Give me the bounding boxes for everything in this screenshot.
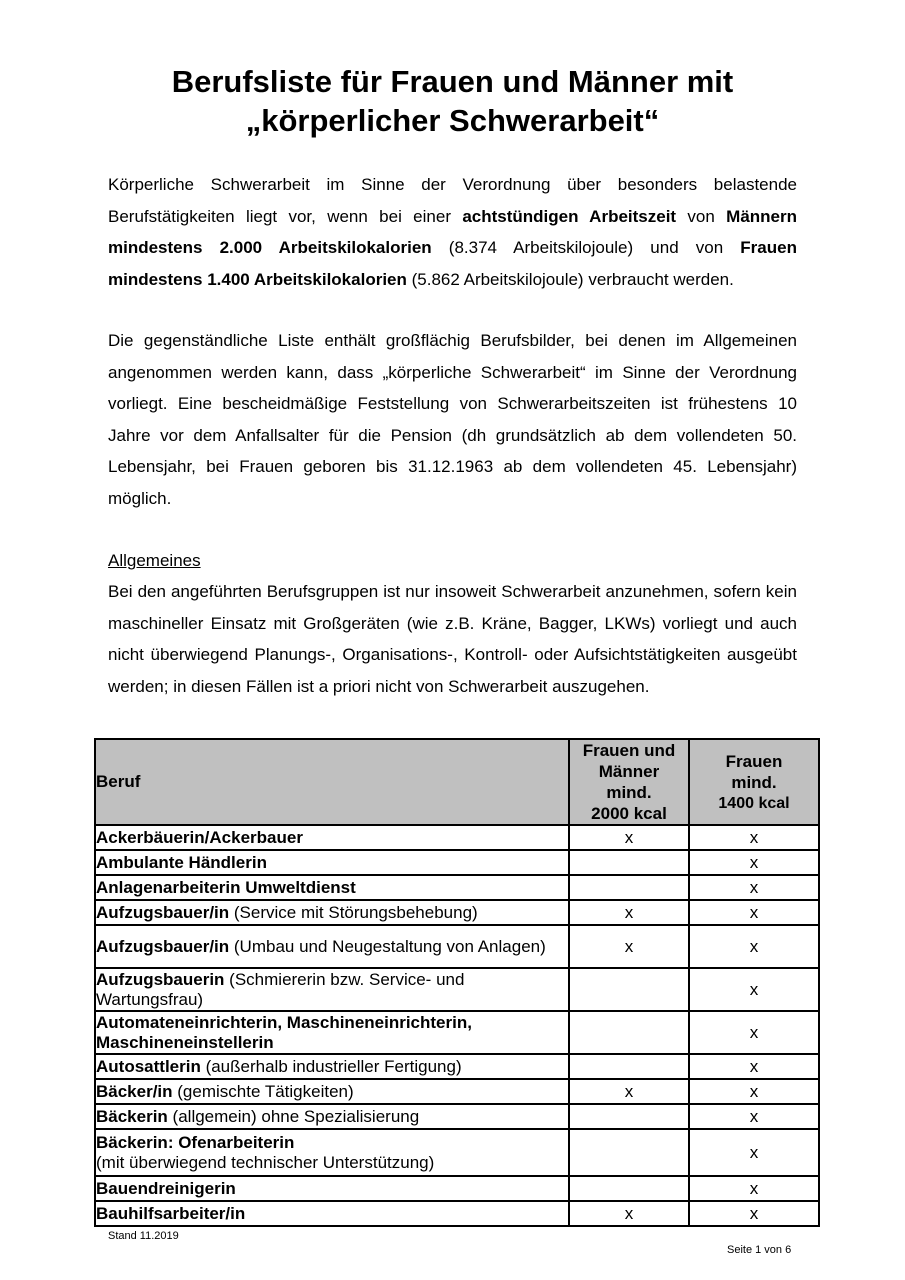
job-detail: (Umbau und Neugestaltung von Anlagen) bbox=[229, 936, 546, 956]
mark-2000kcal: x bbox=[569, 1079, 689, 1104]
job-name: Bauendreinigerin bbox=[96, 1178, 236, 1198]
table-header-row bbox=[95, 739, 819, 825]
mark-1400kcal: x bbox=[689, 1011, 819, 1054]
mark-2000kcal bbox=[569, 850, 689, 875]
job-cell bbox=[95, 1176, 569, 1201]
job-name: Aufzugsbauerin bbox=[96, 969, 225, 989]
job-cell bbox=[95, 968, 569, 1011]
table-row bbox=[95, 850, 819, 875]
footer-page-number: Seite 1 von 6 bbox=[727, 1244, 792, 1256]
job-detail: (gemischte Tätigkeiten) bbox=[172, 1081, 354, 1101]
header-beruf: Beruf bbox=[95, 739, 569, 825]
table-row bbox=[95, 875, 819, 900]
footer-date: Stand 11.2019 bbox=[108, 1230, 179, 1242]
intro-text-2: von bbox=[676, 206, 727, 226]
mark-2000kcal: x bbox=[569, 1201, 689, 1226]
table-row bbox=[95, 1011, 819, 1054]
job-cell bbox=[95, 1079, 569, 1104]
header-1400kcal-line: 1400 kcal bbox=[718, 794, 790, 812]
page-title bbox=[0, 62, 905, 140]
mark-2000kcal bbox=[569, 1129, 689, 1176]
table-row bbox=[95, 1176, 819, 1201]
intro-paragraph bbox=[108, 169, 797, 295]
mark-2000kcal bbox=[569, 968, 689, 1011]
mark-2000kcal: x bbox=[569, 925, 689, 968]
table-row bbox=[95, 968, 819, 1011]
job-cell bbox=[95, 1201, 569, 1226]
job-cell bbox=[95, 900, 569, 925]
job-cell bbox=[95, 850, 569, 875]
table-row bbox=[95, 1201, 819, 1226]
job-cell bbox=[95, 825, 569, 850]
job-cell bbox=[95, 1104, 569, 1129]
table-row bbox=[95, 1129, 819, 1176]
job-name: Ackerbäuerin/Ackerbauer bbox=[96, 827, 303, 847]
job-name: Aufzugsbauer/in bbox=[96, 936, 230, 956]
mark-1400kcal: x bbox=[689, 875, 819, 900]
intro-bold-3: Frauen mindestens 1.400 Arbeitskilokalorien bbox=[108, 238, 797, 289]
table-body bbox=[95, 825, 819, 1226]
mark-2000kcal: x bbox=[569, 900, 689, 925]
table-row bbox=[95, 900, 819, 925]
mark-2000kcal: x bbox=[569, 825, 689, 850]
job-cell bbox=[95, 925, 569, 968]
job-cell bbox=[95, 1011, 569, 1054]
intro-bold-1: achtstündigen Arbeitszeit bbox=[462, 206, 677, 226]
title-line-2: „körperlicher Schwerarbeit“ bbox=[245, 103, 660, 138]
general-paragraph: Bei den angeführten Berufsgruppen ist nur insoweit Schwerarbeit anzunehmen, sofern kein maschineller Einsatz mit Großgeräten (wie z.B. Kräne, Bagger, LKWs) vorliegt und auch nicht überwiegend Planungs-, Organisations-, Kontroll- oder Aufsichtstätigkeiten ausgeübt werden; in diesen Fällen ist a priori nicht von Schwerarbeit auszugehen. bbox=[108, 582, 797, 696]
intro-bold-2: Männern mindestens 2.000 Arbeitskilokalorien bbox=[108, 206, 798, 257]
table-row bbox=[95, 1054, 819, 1079]
job-detail: (allgemein) ohne Spezialisierung bbox=[167, 1106, 420, 1126]
job-name: Ambulante Händlerin bbox=[96, 852, 267, 872]
job-name: Bäckerin bbox=[96, 1106, 168, 1126]
intro-text-1: Körperliche Schwerarbeit im Sinne der Verordnung über besonders belastende Berufstätigkeiten liegt vor, wenn bei einer bbox=[108, 175, 797, 226]
mark-1400kcal: x bbox=[689, 1079, 819, 1104]
job-detail: (mit überwiegend technischer Unterstützung) bbox=[96, 1152, 435, 1172]
table-row bbox=[95, 1079, 819, 1104]
job-name: Aufzugsbauer/in bbox=[96, 902, 230, 922]
mark-2000kcal bbox=[569, 875, 689, 900]
job-name: Automateneinrichterin, Maschineneinrichterin, Maschineneinstellerin bbox=[96, 1012, 472, 1052]
scope-paragraph: Die gegenständliche Liste enthält großflächig Berufsbilder, bei denen im Allgemeinen angenommen werden kann, dass „körperliche Schwerarbeit“ im Sinne der Verordnung vorliegt. Eine bescheidmäßige Feststellung von Schwerarbeitszeiten ist frühestens 10 Jahre vor dem Anfallsalter für die Pension (dh grundsätzlich ab dem vollendeten 50. Lebensjahr, bei Frauen geboren bis 31.12.1963 ab dem vollendeten 45. Lebensjahr) möglich. bbox=[108, 331, 797, 508]
header-1400kcal bbox=[689, 739, 819, 825]
title-line-1: Berufsliste für Frauen und Männer mit bbox=[171, 64, 734, 99]
mark-1400kcal: x bbox=[689, 1054, 819, 1079]
job-detail: (Schmiererin bzw. Service- und Wartungsfrau) bbox=[96, 969, 465, 1009]
mark-1400kcal: x bbox=[689, 1129, 819, 1176]
job-name: Bäckerin: Ofenarbeiterin bbox=[96, 1132, 295, 1152]
mark-1400kcal: x bbox=[689, 968, 819, 1011]
job-detail: (außerhalb industrieller Fertigung) bbox=[200, 1056, 462, 1076]
header-2000kcal-line: mind. bbox=[606, 783, 652, 802]
mark-1400kcal: x bbox=[689, 1104, 819, 1129]
job-cell bbox=[95, 1129, 569, 1176]
mark-1400kcal: x bbox=[689, 825, 819, 850]
table-row bbox=[95, 1104, 819, 1129]
mark-2000kcal bbox=[569, 1104, 689, 1129]
occupation-table bbox=[94, 738, 820, 1227]
header-1400kcal-line: mind. bbox=[731, 772, 777, 792]
job-name: Bauhilfsarbeiter/in bbox=[96, 1203, 246, 1223]
header-1400kcal-line: Frauen bbox=[725, 751, 783, 771]
intro-text-4: (5.862 Arbeitskilojoule) verbraucht werden. bbox=[406, 269, 734, 289]
header-2000kcal-line: Frauen und bbox=[582, 741, 676, 760]
job-name: Bäcker/in bbox=[96, 1081, 173, 1101]
general-heading: Allgemeines bbox=[108, 551, 201, 570]
job-cell bbox=[95, 1054, 569, 1079]
table-row bbox=[95, 925, 819, 968]
job-name: Anlagenarbeiterin Umweltdienst bbox=[96, 877, 356, 897]
mark-1400kcal: x bbox=[689, 1176, 819, 1201]
header-2000kcal bbox=[569, 739, 689, 825]
job-name: Autosattlerin bbox=[96, 1056, 201, 1076]
job-detail: (Service mit Störungsbehebung) bbox=[229, 902, 478, 922]
mark-1400kcal: x bbox=[689, 850, 819, 875]
intro-text-3: (8.374 Arbeitskilojoule) und von bbox=[431, 238, 741, 257]
mark-2000kcal bbox=[569, 1054, 689, 1079]
mark-1400kcal: x bbox=[689, 900, 819, 925]
mark-2000kcal bbox=[569, 1176, 689, 1201]
mark-1400kcal: x bbox=[689, 1201, 819, 1226]
mark-1400kcal: x bbox=[689, 925, 819, 968]
header-2000kcal-line: Männer bbox=[598, 762, 660, 781]
mark-2000kcal bbox=[569, 1011, 689, 1054]
table-row bbox=[95, 825, 819, 850]
job-cell bbox=[95, 875, 569, 900]
header-2000kcal-line: 2000 kcal bbox=[591, 804, 667, 823]
